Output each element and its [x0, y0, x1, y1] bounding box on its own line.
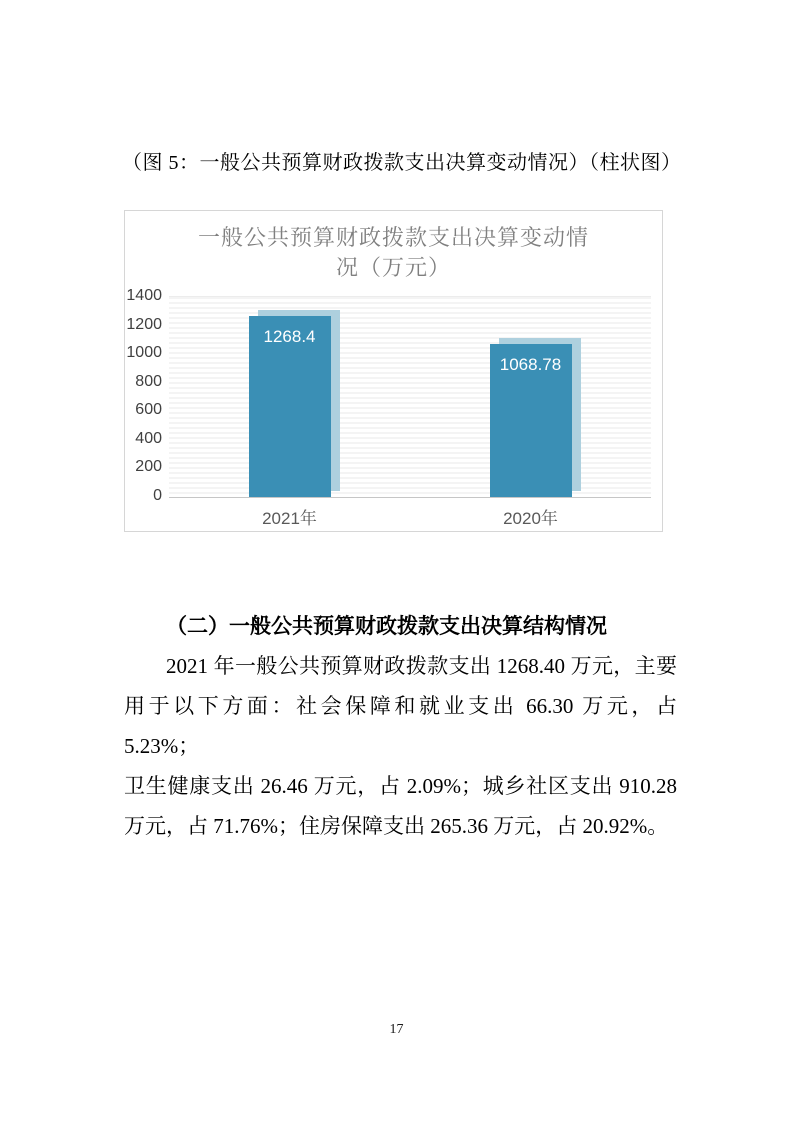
- paragraph-line: 2021 年一般公共预算财政拨款支出 1268.40 万元，主要: [166, 654, 677, 678]
- chart-title: 一般公共预算财政拨款支出决算变动情况（万元）: [197, 225, 589, 280]
- body-paragraph: [124, 646, 677, 846]
- bar: [490, 344, 572, 497]
- plot-area: [169, 296, 651, 498]
- paragraph-line: 卫生健康支出 26.46 万元，占 2.09%；城乡社区支出 910.28: [124, 774, 677, 798]
- paragraph-line: 用于以下方面：社会保障和就业支出 66.30 万元，占 5.23%；: [124, 694, 677, 758]
- section-heading: （二）一般公共预算财政拨款支出决算结构情况: [166, 614, 607, 638]
- page-number: 17: [389, 1022, 404, 1037]
- y-tick-label: 200: [135, 458, 162, 476]
- bar-value-label: 1068.78: [499, 355, 562, 375]
- x-category-label: 2021年: [262, 509, 317, 528]
- bar-chart: [124, 210, 663, 532]
- paragraph-line: 万元，占 71.76%；住房保障支出 265.36 万元，占 20.92%。: [124, 814, 669, 838]
- y-tick-label: 600: [135, 401, 162, 419]
- bar-value-label: 1268.4: [263, 326, 316, 346]
- y-tick-label: 400: [135, 429, 162, 447]
- bar-group: [249, 297, 331, 497]
- y-tick-label: 1000: [126, 344, 162, 362]
- y-axis: [125, 287, 162, 504]
- figure-caption: （图 5：一般公共预算财政拨款支出决算变动情况）（柱状图）: [122, 152, 682, 174]
- y-tick-label: 0: [153, 487, 162, 504]
- x-axis: [169, 504, 651, 528]
- bar: [249, 316, 331, 497]
- x-category-label: 2020年: [503, 509, 558, 528]
- y-tick-label: 800: [135, 372, 162, 390]
- y-tick-label: 1200: [126, 315, 162, 333]
- bar-group: [490, 297, 572, 497]
- y-tick-label: 1400: [126, 287, 162, 304]
